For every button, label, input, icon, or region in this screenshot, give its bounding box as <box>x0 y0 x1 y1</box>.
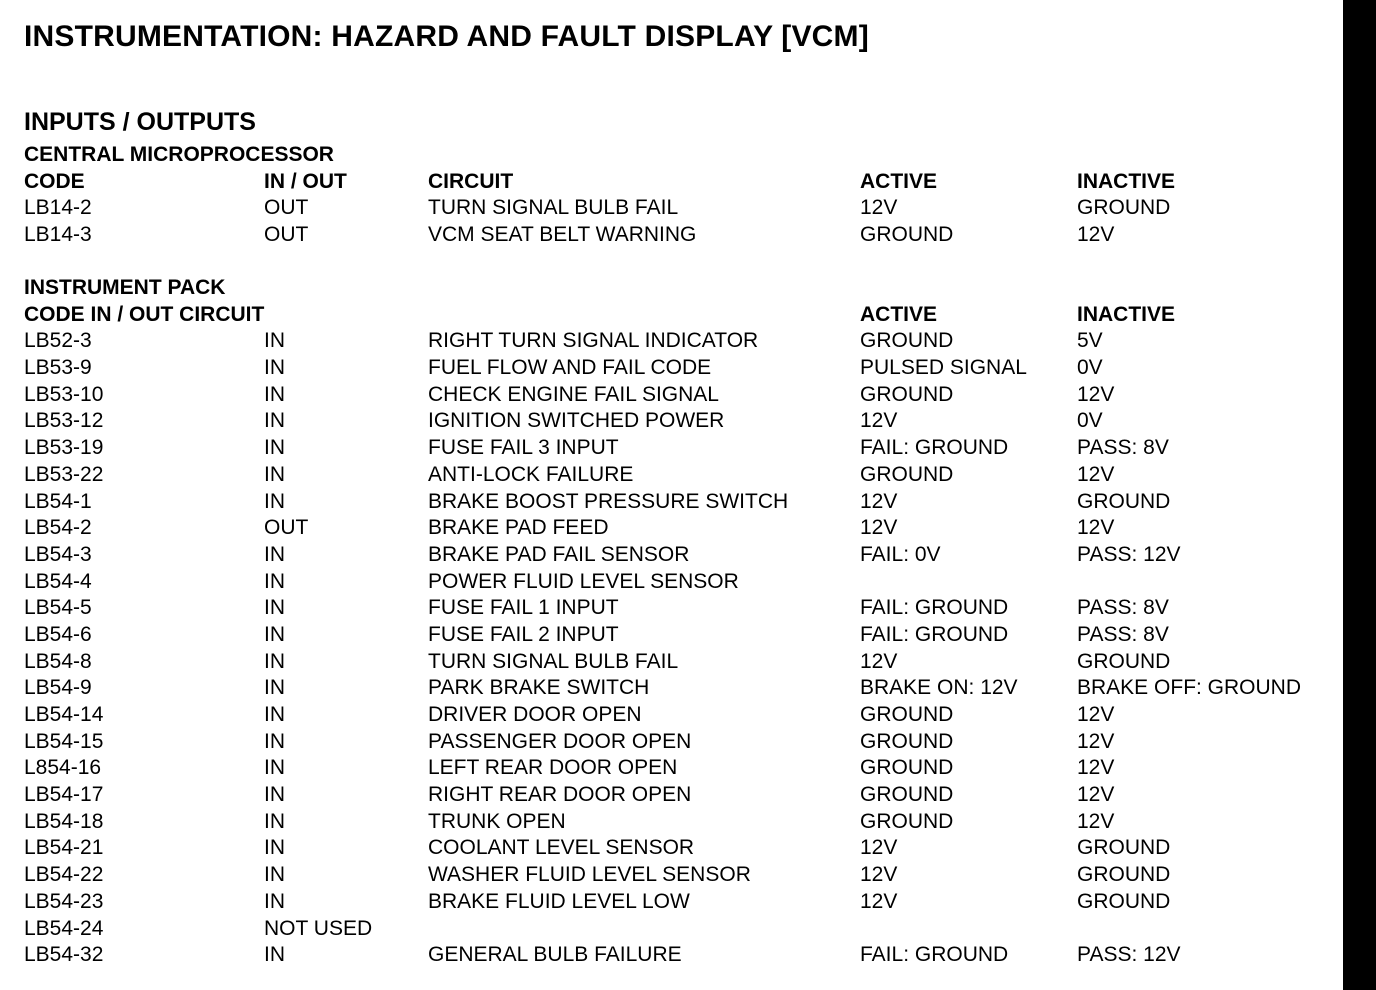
active-cell: FAIL: GROUND <box>860 622 1009 646</box>
circuit-cell: RIGHT TURN SIGNAL INDICATOR <box>428 329 759 353</box>
inactive-cell: 12V <box>1077 729 1115 753</box>
code-cell: LB53-12 <box>24 409 104 433</box>
active-cell: BRAKE ON: 12V <box>860 676 1018 700</box>
circuit-cell: FUEL FLOW AND FAIL CODE <box>428 356 712 380</box>
code-cell: LB14-3 <box>24 223 92 247</box>
inactive-cell: PASS: 8V <box>1077 596 1169 620</box>
in-out-cell: IN <box>264 356 285 380</box>
inactive-cell: GROUND <box>1077 863 1171 887</box>
code-cell: LB54-18 <box>24 809 104 833</box>
inactive-cell: 12V <box>1077 223 1115 247</box>
inactive-cell: PASS: 8V <box>1077 436 1169 460</box>
inactive-cell: GROUND <box>1077 489 1171 513</box>
code-cell: LB54-3 <box>24 542 92 566</box>
active-cell: FAIL: GROUND <box>860 943 1009 967</box>
active-cell: GROUND <box>860 729 954 753</box>
code-cell: LB54-32 <box>24 943 104 967</box>
active-cell: GROUND <box>860 703 954 726</box>
in-out-cell: IN <box>264 462 285 486</box>
active-cell: 12V <box>860 196 898 220</box>
in-out-cell: NOT USED <box>264 916 373 940</box>
active-cell: 12V <box>860 836 898 860</box>
inactive-cell: 12V <box>1077 516 1115 540</box>
code-cell: LB54-14 <box>24 703 104 726</box>
in-out-cell: IN <box>264 436 285 460</box>
code-cell: LB52-3 <box>24 329 92 353</box>
in-out-cell: IN <box>264 569 285 593</box>
section-title: INPUTS / OUTPUTS <box>24 108 256 136</box>
column-header-inactive: INACTIVE <box>1077 169 1176 193</box>
in-out-cell: IN <box>264 596 285 620</box>
column-header-active: ACTIVE <box>860 169 938 193</box>
circuit-cell: COOLANT LEVEL SENSOR <box>428 836 695 860</box>
circuit-cell: BRAKE FLUID LEVEL LOW <box>428 889 690 913</box>
circuit-cell: BRAKE PAD FEED <box>428 516 609 540</box>
circuit-cell: FUSE FAIL 3 INPUT <box>428 436 619 460</box>
code-cell: LB54-21 <box>24 836 104 860</box>
inactive-cell: 12V <box>1077 703 1115 726</box>
inactive-cell: 5V <box>1077 329 1103 353</box>
in-out-cell: IN <box>264 329 285 353</box>
active-cell: 12V <box>860 516 898 540</box>
inactive-cell: GROUND <box>1077 836 1171 860</box>
circuit-cell: RIGHT REAR DOOR OPEN <box>428 783 692 807</box>
active-cell: 12V <box>860 889 898 913</box>
column-header-code: CODE <box>24 169 85 193</box>
inactive-cell: 12V <box>1077 809 1115 833</box>
in-out-cell: IN <box>264 489 285 513</box>
code-cell: LB53-19 <box>24 436 104 460</box>
code-cell: LB54-1 <box>24 489 92 513</box>
in-out-cell: OUT <box>264 196 309 220</box>
inactive-cell: GROUND <box>1077 649 1171 673</box>
in-out-cell: IN <box>264 409 285 433</box>
circuit-cell: ANTI-LOCK FAILURE <box>428 462 634 486</box>
code-cell: LB54-2 <box>24 516 92 540</box>
inactive-cell: PASS: 12V <box>1077 943 1181 967</box>
circuit-cell: TURN SIGNAL BULB FAIL <box>428 649 679 673</box>
circuit-cell: PARK BRAKE SWITCH <box>428 676 650 700</box>
circuit-cell: VCM SEAT BELT WARNING <box>428 223 697 247</box>
code-cell: LB14-2 <box>24 196 92 220</box>
column-header-circuit: CIRCUIT <box>428 169 514 193</box>
circuit-cell: BRAKE BOOST PRESSURE SWITCH <box>428 489 789 513</box>
circuit-cell: FUSE FAIL 2 INPUT <box>428 622 619 646</box>
inactive-cell: GROUND <box>1077 889 1171 913</box>
in-out-cell: IN <box>264 676 285 700</box>
in-out-cell: IN <box>264 382 285 406</box>
code-cell: LB54-22 <box>24 863 104 887</box>
active-cell: 12V <box>860 863 898 887</box>
column-header-active: ACTIVE <box>860 302 938 326</box>
code-cell: L854-16 <box>24 756 102 780</box>
code-cell: LB53-10 <box>24 382 104 406</box>
code-cell: LB54-6 <box>24 622 92 646</box>
in-out-cell: IN <box>264 943 285 967</box>
inactive-cell: GROUND <box>1077 196 1171 220</box>
circuit-cell: CHECK ENGINE FAIL SIGNAL <box>428 382 719 406</box>
in-out-cell: IN <box>264 756 285 780</box>
circuit-cell: DRIVER DOOR OPEN <box>428 703 642 726</box>
inactive-cell: 12V <box>1077 756 1115 780</box>
active-cell: 12V <box>860 649 898 673</box>
in-out-cell: IN <box>264 729 285 753</box>
inactive-cell: 12V <box>1077 382 1115 406</box>
inactive-cell: 0V <box>1077 409 1103 433</box>
circuit-cell: PASSENGER DOOR OPEN <box>428 729 692 753</box>
in-out-cell: IN <box>264 622 285 646</box>
column-header-code-in-out-circuit: CODE IN / OUT CIRCUIT <box>24 302 265 326</box>
page-title: INSTRUMENTATION: HAZARD AND FAULT DISPLAY [VCM] <box>24 20 869 53</box>
code-cell: LB54-8 <box>24 649 92 673</box>
active-cell: GROUND <box>860 756 954 780</box>
in-out-cell: IN <box>264 542 285 566</box>
circuit-cell: LEFT REAR DOOR OPEN <box>428 756 678 780</box>
code-cell: LB54-23 <box>24 889 104 913</box>
circuit-cell: IGNITION SWITCHED POWER <box>428 409 725 433</box>
in-out-cell: IN <box>264 703 285 726</box>
circuit-cell: BRAKE PAD FAIL SENSOR <box>428 542 690 566</box>
circuit-cell: TRUNK OPEN <box>428 809 566 833</box>
right-edge-bar <box>1343 0 1376 990</box>
active-cell: FAIL: GROUND <box>860 436 1009 460</box>
in-out-cell: IN <box>264 863 285 887</box>
code-cell: LB54-5 <box>24 596 92 620</box>
code-cell: LB54-24 <box>24 916 104 940</box>
code-cell: LB54-15 <box>24 729 104 753</box>
inactive-cell: 0V <box>1077 356 1103 380</box>
active-cell: GROUND <box>860 783 954 807</box>
circuit-cell: POWER FLUID LEVEL SENSOR <box>428 569 739 593</box>
circuit-cell: FUSE FAIL 1 INPUT <box>428 596 619 620</box>
in-out-cell: IN <box>264 889 285 913</box>
circuit-cell: WASHER FLUID LEVEL SENSOR <box>428 863 751 887</box>
active-cell: FAIL: GROUND <box>860 596 1009 620</box>
in-out-cell: OUT <box>264 516 309 540</box>
in-out-cell: IN <box>264 783 285 807</box>
column-header-inactive: INACTIVE <box>1077 302 1176 326</box>
code-cell: LB53-9 <box>24 356 92 380</box>
in-out-cell: IN <box>264 649 285 673</box>
inactive-cell: 12V <box>1077 462 1115 486</box>
active-cell: FAIL: 0V <box>860 542 941 566</box>
inactive-cell: 12V <box>1077 783 1115 807</box>
active-cell: GROUND <box>860 223 954 247</box>
in-out-cell: IN <box>264 836 285 860</box>
active-cell: GROUND <box>860 329 954 353</box>
in-out-cell: OUT <box>264 223 309 247</box>
column-header-in-out: IN / OUT <box>264 169 347 193</box>
inactive-cell: BRAKE OFF: GROUND <box>1077 676 1302 700</box>
active-cell: PULSED SIGNAL <box>860 356 1027 380</box>
active-cell: GROUND <box>860 382 954 406</box>
code-cell: LB54-4 <box>24 569 92 593</box>
code-cell: LB53-22 <box>24 462 104 486</box>
inactive-cell: PASS: 12V <box>1077 542 1181 566</box>
code-cell: LB54-17 <box>24 783 104 807</box>
code-cell: LB54-9 <box>24 676 92 700</box>
circuit-cell: TURN SIGNAL BULB FAIL <box>428 196 679 220</box>
in-out-cell: IN <box>264 809 285 833</box>
circuit-cell: GENERAL BULB FAILURE <box>428 943 682 967</box>
active-cell: 12V <box>860 409 898 433</box>
active-cell: GROUND <box>860 462 954 486</box>
active-cell: 12V <box>860 489 898 513</box>
inactive-cell: PASS: 8V <box>1077 622 1169 646</box>
active-cell: GROUND <box>860 809 954 833</box>
